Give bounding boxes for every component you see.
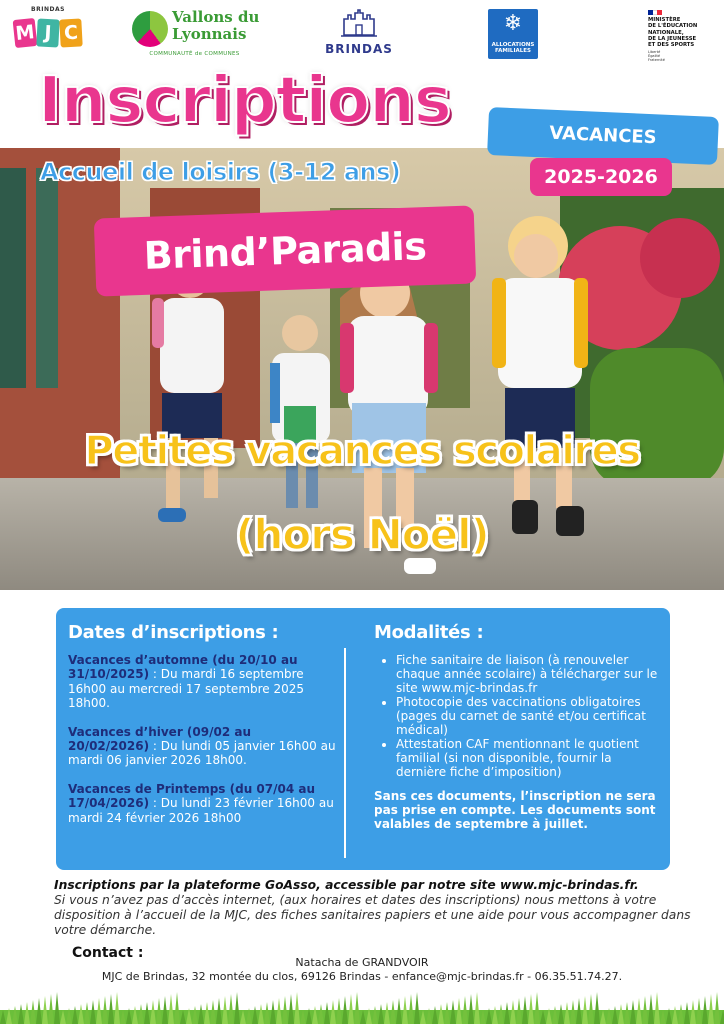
goasso-lead: Inscriptions par la plateforme GoAsso, accessible par notre site www.mjc-brindas.fr.	[54, 878, 639, 892]
list-item: • Fiche sanitaire de liaison (à renouveler chaque année scolaire) à télécharger sur le site www.mjc-brindas.fr	[396, 653, 662, 695]
ministere-logo	[648, 10, 718, 63]
vallons-emblem-icon	[132, 11, 168, 47]
year-badge: 2025-2026	[530, 158, 672, 196]
period-winter	[68, 725, 336, 768]
mjc-logo-caption: BRINDAS	[31, 6, 65, 13]
list-item: • Photocopie des vaccinations obligatoires (pages du carnet de santé et/ou certificat médical)	[396, 695, 662, 737]
mjc-letter-m: M	[13, 18, 38, 48]
info-panel	[56, 608, 670, 870]
modalites-heading: Modalités :	[374, 622, 484, 643]
period-autumn	[68, 653, 336, 711]
castle-icon	[340, 9, 378, 37]
goasso-text: Si vous n’avez pas d’accès internet, (aux horaires et dates des inscriptions) nous mettons à votre disposition à l’accueil de la MJC, des fiches sanitaires papiers et une aide pour vous accompagner dans votre démarche.	[54, 893, 691, 937]
program-name-banner: Brind’Paradis	[94, 205, 476, 296]
vallons-du-lyonnais-logo	[132, 8, 260, 57]
brindas-logo-name: BRINDAS	[325, 42, 393, 56]
french-flag-icon	[648, 10, 662, 15]
modalites-column	[374, 622, 662, 831]
modalites-warning: Sans ces documents, l’inscription ne sera pas prise en compte. Les documents sont valables de septembre à juillet.	[374, 789, 656, 831]
caf-logo	[488, 9, 538, 59]
contact-address: MJC de Brindas, 32 montée du clos, 69126 Brindas - enfance@mjc-brindas.fr - 06.35.51.74.27.	[101, 970, 623, 983]
period-name: Vacances de Printemps (du 07/04 au 17/04/2026)	[68, 781, 316, 811]
modalites-list	[374, 653, 662, 779]
contact-name: Natacha de GRANDVOIR	[295, 956, 429, 969]
banner-line-2: (hors Noël)	[235, 510, 489, 559]
dates-heading: Dates d’inscriptions :	[68, 622, 279, 643]
vacances-badge: VACANCES	[487, 107, 719, 165]
list-item: • Attestation CAF mentionnant le quotient familial (si non disponible, fournir la dernière fiche d’imposition)	[396, 737, 662, 779]
ministere-motto: Liberté Égalité Fraternité	[648, 50, 665, 63]
goasso-paragraph	[54, 878, 694, 938]
mjc-logo	[14, 6, 82, 54]
caf-logo-text: ALLOCATIONS FAMILIALES	[491, 42, 535, 54]
ministere-logo-text: MINISTÈRE DE L'ÉDUCATION NATIONALE, DE LA JEUNESSE ET DES SPORTS	[648, 17, 698, 49]
brindas-logo	[318, 9, 400, 61]
period-name: Vacances d’automne (du 20/10 au 31/10/2025)	[68, 653, 298, 682]
vallons-logo-name: Vallons du Lyonnais	[172, 8, 260, 43]
snowflake-icon: ❄	[503, 11, 523, 36]
period-dates: : Du mardi 16 septembre 16h00 au mercredi 17 septembre 2025 18h00.	[68, 667, 305, 711]
banner-line-1: Petites vacances scolaires	[84, 428, 640, 474]
period-name: Vacances d’hiver (09/02 au 20/02/2026)	[68, 724, 251, 754]
period-spring	[68, 782, 336, 825]
contact-label: Contact :	[72, 945, 144, 961]
subtitle: Accueil de loisirs (3-12 ans)	[40, 158, 401, 186]
mjc-letter-j: J	[36, 18, 59, 47]
page-title: Inscriptions	[38, 64, 451, 138]
column-divider	[344, 648, 346, 858]
mjc-letter-c: C	[59, 18, 82, 47]
period-dates: : Du lundi 05 janvier 16h00 au mardi 06 janvier 2026 18h00.	[68, 739, 336, 768]
dates-column	[68, 622, 336, 839]
vallons-logo-subtitle: COMMUNAUTÉ de COMMUNES	[149, 51, 240, 57]
period-dates: : Du lundi 23 février 16h00 au mardi 24 février 2026 18h00	[68, 796, 334, 825]
grass-decoration	[0, 988, 724, 1024]
